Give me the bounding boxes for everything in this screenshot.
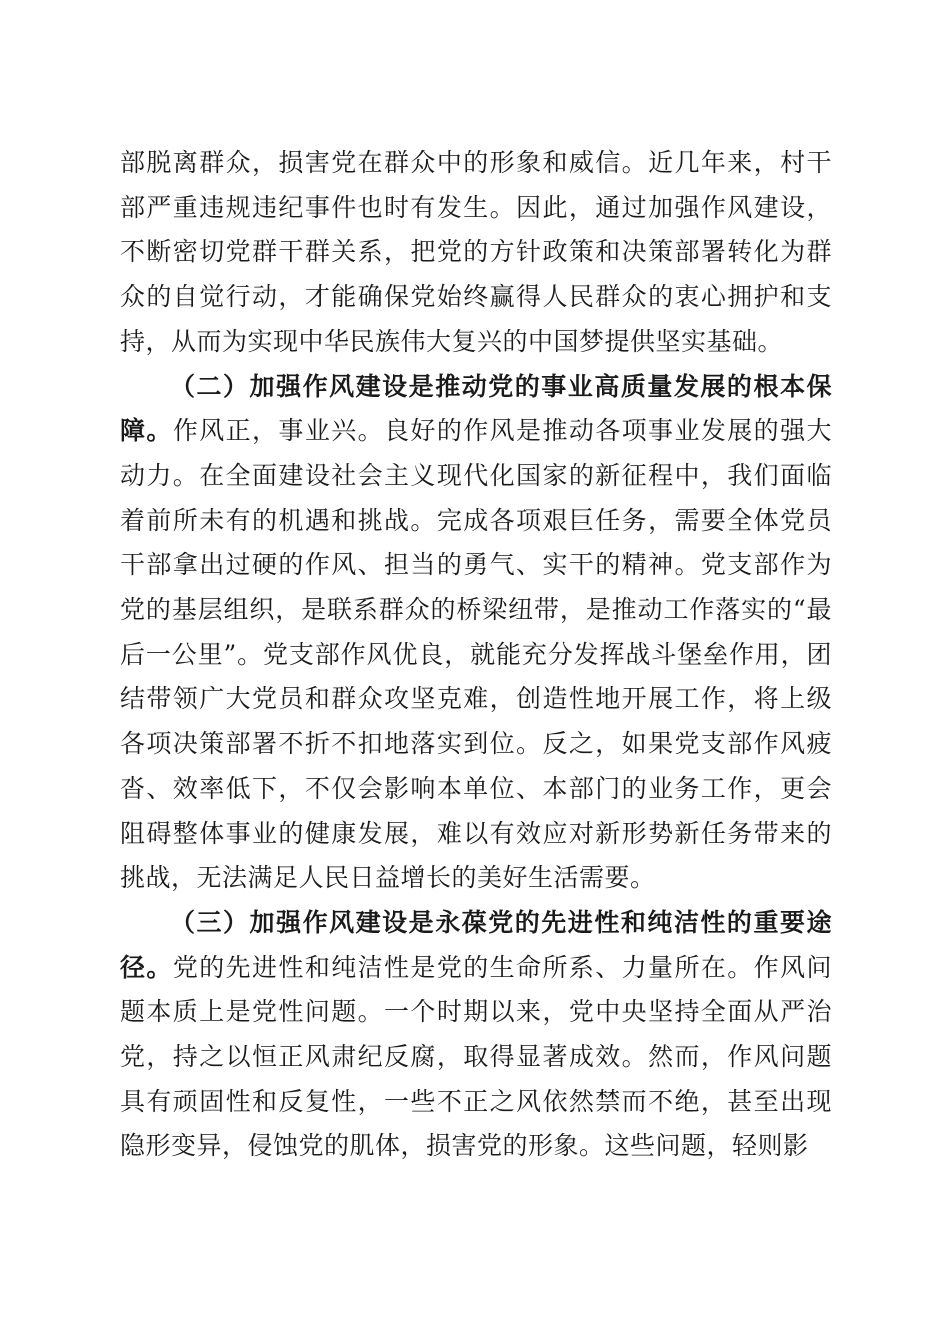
paragraph-body: 党的先进性和纯洁性是党的生命所系、力量所在。作风问题本质上是党性问题。一个时期以来，党中央坚持全面从严治党，持之以恒正风肃纪反腐，取得显著成效。然而，作风问题具有顽固性和反复性，一些不正之风依然禁而不绝，甚至出现隐形变异，侵蚀党的肌体，损害党的形象。这些问题，轻则影 xyxy=(120,952,832,1161)
paragraph-body: 部脱离群众，损害党在群众中的形象和威信。近几年来，村干部严重违规违纪事件也时有发生。因此，通过加强作风建设，不断密切党群干群关系，把党的方针政策和决策部署转化为群众的自觉行动，才能确保党始终赢得人民群众的衷心拥护和支持，从而为实现中华民族伟大复兴的中国梦提供坚实基础。 xyxy=(120,148,832,356)
paragraph-body: 作风正，事业兴。良好的作风是推动各项事业发展的强大动力。在全面建设社会主义现代化国家的新征程中，我们面临着前所未有的机遇和挑战。完成各项艰巨任务，需要全体党员干部拿出过硬的作风、担当的勇气、实干的精神。党支部作为党的基层组织，是联系群众的桥梁纽带，是推动工作落实的“最后一公里”。党支部作风优良，就能充分发挥战斗堡垒作用，团结带领广大党员和群众攻坚克难，创造性地开展工作，将上级各项决策部署不折不扣地落实到位。反之，如果党支部作风疲沓、效率低下，不仅会影响本单位、本部门的业务工作，更会阻碍整体事业的健康发展，难以有效应对新形势新任务带来的挑战，无法满足人民日益增长的美好生活需要。 xyxy=(120,416,832,893)
paragraph-continuation xyxy=(120,141,832,365)
section-three-heading: （三）加强作风建设是永葆党的先进性和纯洁性的重要途径。 xyxy=(120,907,832,982)
section-two-heading: （二）加强作风建设是推动党的事业高质量发展的根本保障。 xyxy=(120,371,832,446)
paragraph-section-three xyxy=(120,901,832,1169)
text-column xyxy=(120,141,832,1169)
paragraph-section-two xyxy=(120,365,832,901)
